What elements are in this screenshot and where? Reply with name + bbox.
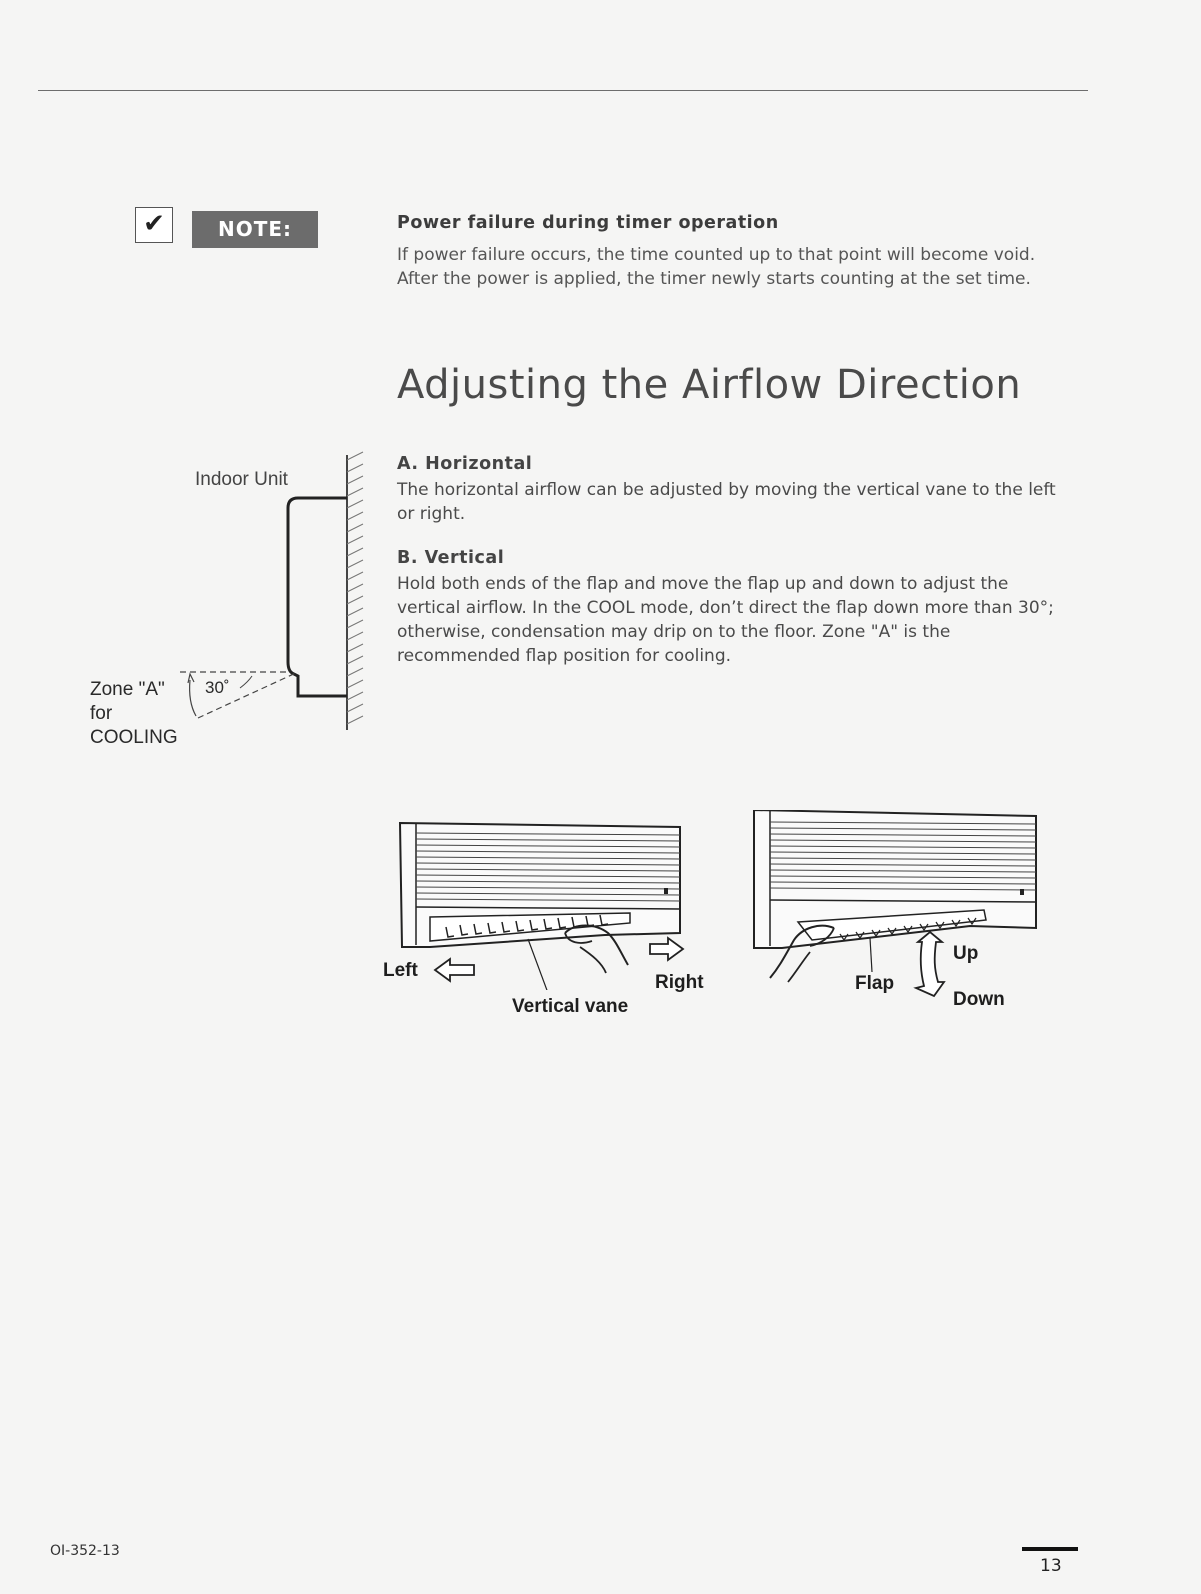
horizontal-body: The horizontal airflow can be adjusted by moving the vertical vane to the left or right.: [397, 480, 1056, 524]
page-number-rule: [1022, 1547, 1078, 1551]
note-title: Power failure during timer operation: [397, 213, 779, 233]
top-rule: [38, 90, 1088, 91]
up-label: Up: [953, 943, 979, 964]
vertical-body: Hold both ends of the flap and move the flap up and down to adjust the vertical airflow. In the COOL mode, don’t direct the flap down more than 30°; otherwise, condensation may drip on to the floor. Zone "A" is the recommended flap position for cooling.: [397, 574, 1054, 666]
down-label: Down: [953, 989, 1005, 1010]
zone-a-line2: for: [90, 703, 113, 724]
check-mark-icon: ✔: [135, 207, 173, 243]
angle-label: 30˚: [205, 678, 230, 697]
horizontal-title: A. Horizontal: [397, 454, 533, 474]
note-label: NOTE:: [192, 211, 318, 248]
indoor-unit-label: Indoor Unit: [195, 469, 288, 490]
zone-a-line3: COOLING: [90, 727, 178, 748]
zone-a-label: [90, 678, 178, 750]
zone-a-line1: Zone "A": [90, 679, 165, 700]
flap-label: Flap: [855, 973, 895, 994]
document-code: OI-352-13: [50, 1543, 120, 1559]
horizontal-adjust-figure: [380, 815, 700, 990]
vertical-title: B. Vertical: [397, 548, 505, 568]
left-label: Left: [383, 960, 418, 981]
right-label: Right: [655, 972, 704, 993]
vertical-adjust-figure: [740, 810, 1060, 1020]
note-body: If power failure occurs, the time counted up to that point will become void. After the power is applied, the timer newly starts counting at the set time.: [397, 245, 1036, 289]
page-number: 13: [1040, 1556, 1062, 1576]
section-heading: Adjusting the Airflow Direction: [397, 362, 1022, 408]
vertical-vane-label: Vertical vane: [512, 996, 629, 1017]
